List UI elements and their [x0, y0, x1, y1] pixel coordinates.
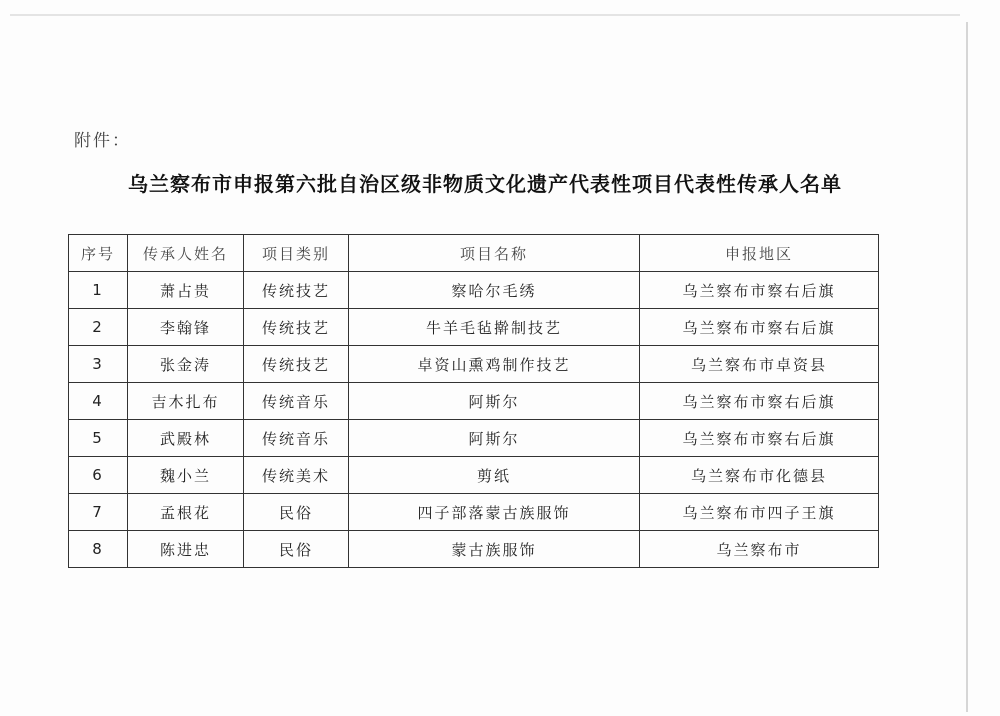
cell-project-name: 剪纸 [349, 457, 640, 494]
cell-index: 8 [69, 531, 128, 568]
cell-inheritor-name: 李翰锋 [128, 309, 244, 346]
cell-inheritor-name: 武殿林 [128, 420, 244, 457]
cell-category: 传统音乐 [244, 420, 349, 457]
cell-region: 乌兰察布市察右后旗 [640, 309, 879, 346]
cell-inheritor-name: 魏小兰 [128, 457, 244, 494]
cell-project-name: 阿斯尔 [349, 383, 640, 420]
cell-category: 传统技艺 [244, 272, 349, 309]
cell-category: 传统美术 [244, 457, 349, 494]
cell-category: 传统技艺 [244, 309, 349, 346]
cell-region: 乌兰察布市卓资县 [640, 346, 879, 383]
document-title: 乌兰察布市申报第六批自治区级非物质文化遗产代表性项目代表性传承人名单 [128, 172, 842, 196]
cell-category: 传统技艺 [244, 346, 349, 383]
table-row [69, 531, 879, 568]
cell-project-name: 蒙古族服饰 [349, 531, 640, 568]
header-inheritor-name: 传承人姓名 [128, 235, 244, 272]
header-project-name: 项目名称 [349, 235, 640, 272]
table-row [69, 494, 879, 531]
cell-region: 乌兰察布市察右后旗 [640, 383, 879, 420]
table-row [69, 346, 879, 383]
cell-index: 4 [69, 383, 128, 420]
cell-inheritor-name: 陈进忠 [128, 531, 244, 568]
table-row [69, 457, 879, 494]
cell-project-name: 卓资山熏鸡制作技艺 [349, 346, 640, 383]
cell-region: 乌兰察布市察右后旗 [640, 420, 879, 457]
header-region: 申报地区 [640, 235, 879, 272]
cell-region: 乌兰察布市化德县 [640, 457, 879, 494]
inheritor-table [68, 234, 879, 568]
cell-category: 民俗 [244, 531, 349, 568]
cell-category: 传统音乐 [244, 383, 349, 420]
cell-inheritor-name: 张金涛 [128, 346, 244, 383]
cell-inheritor-name: 孟根花 [128, 494, 244, 531]
cell-inheritor-name: 吉木扎布 [128, 383, 244, 420]
cell-region: 乌兰察布市四子王旗 [640, 494, 879, 531]
table-row [69, 272, 879, 309]
cell-index: 5 [69, 420, 128, 457]
scan-edge-right [966, 22, 968, 712]
cell-inheritor-name: 萧占贵 [128, 272, 244, 309]
scan-edge-top [10, 14, 960, 16]
cell-index: 6 [69, 457, 128, 494]
cell-project-name: 察哈尔毛绣 [349, 272, 640, 309]
cell-project-name: 四子部落蒙古族服饰 [349, 494, 640, 531]
cell-region: 乌兰察布市 [640, 531, 879, 568]
attachment-label: 附件： [74, 131, 131, 151]
cell-region: 乌兰察布市察右后旗 [640, 272, 879, 309]
cell-project-name: 阿斯尔 [349, 420, 640, 457]
table-header-row [69, 235, 879, 272]
cell-project-name: 牛羊毛毡擀制技艺 [349, 309, 640, 346]
header-index: 序号 [69, 235, 128, 272]
cell-index: 3 [69, 346, 128, 383]
cell-index: 2 [69, 309, 128, 346]
table-row [69, 420, 879, 457]
cell-category: 民俗 [244, 494, 349, 531]
table-row [69, 383, 879, 420]
cell-index: 1 [69, 272, 128, 309]
cell-index: 7 [69, 494, 128, 531]
header-category: 项目类别 [244, 235, 349, 272]
table-row [69, 309, 879, 346]
